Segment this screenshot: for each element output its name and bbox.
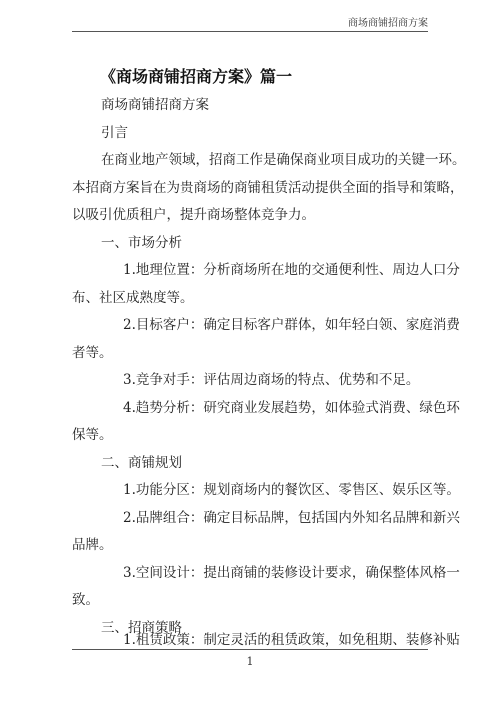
header-divider [72, 31, 428, 32]
list-item-line: 1.功能分区：规划商场内的餐饮区、零售区、娱乐区等。 [123, 482, 460, 498]
paragraph-line: 在商业地产领域，招商工作是确保商业项目成功的关键一环。 [101, 152, 466, 168]
page-number: 1 [246, 655, 254, 668]
subtitle-line: 商场商铺招商方案 [101, 97, 209, 113]
list-item-line: 2.目标客户：确定目标客户群体，如年轻白领、家庭消费 [123, 317, 460, 333]
list-item-line: 3.竞争对手：评估周边商场的特点、优势和不足。 [123, 372, 420, 388]
list-item-line: 者等。 [72, 345, 113, 361]
list-item-line: 保等。 [72, 427, 113, 443]
section-heading-strategy: 三、招商策略 [101, 620, 182, 636]
list-item-line: 3.空间设计：提出商铺的装修设计要求，确保整体风格一 [123, 565, 460, 581]
section-heading-intro: 引言 [101, 125, 128, 141]
section-heading-market: 一、市场分析 [101, 235, 182, 251]
running-header: 商场商铺招商方案 [348, 18, 428, 29]
footer-divider [72, 649, 428, 650]
list-item-line: 致。 [72, 592, 99, 608]
list-item-line: 2.品牌组合：确定目标品牌，包括国内外知名品牌和新兴 [123, 510, 460, 526]
list-item-line: 4.趋势分析：研究商业发展趋势，如体验式消费、绿色环 [123, 400, 460, 416]
list-item-line: 布、社区成熟度等。 [72, 290, 194, 306]
paragraph-line: 本招商方案旨在为贵商场的商铺租赁活动提供全面的指导和策略， [72, 180, 464, 196]
list-item-line: 1.地理位置：分析商场所在地的交通便利性、周边人口分 [123, 262, 460, 278]
paragraph-line: 以吸引优质租户，提升商场整体竞争力。 [72, 207, 315, 223]
document-title: 《商场商铺招商方案》篇一 [100, 67, 293, 86]
section-heading-planning: 二、商铺规划 [101, 455, 182, 471]
list-item-line: 品牌。 [72, 537, 113, 553]
list-item-line: 1.租赁政策：制定灵活的租赁政策，如免租期、装修补贴 [123, 632, 460, 648]
